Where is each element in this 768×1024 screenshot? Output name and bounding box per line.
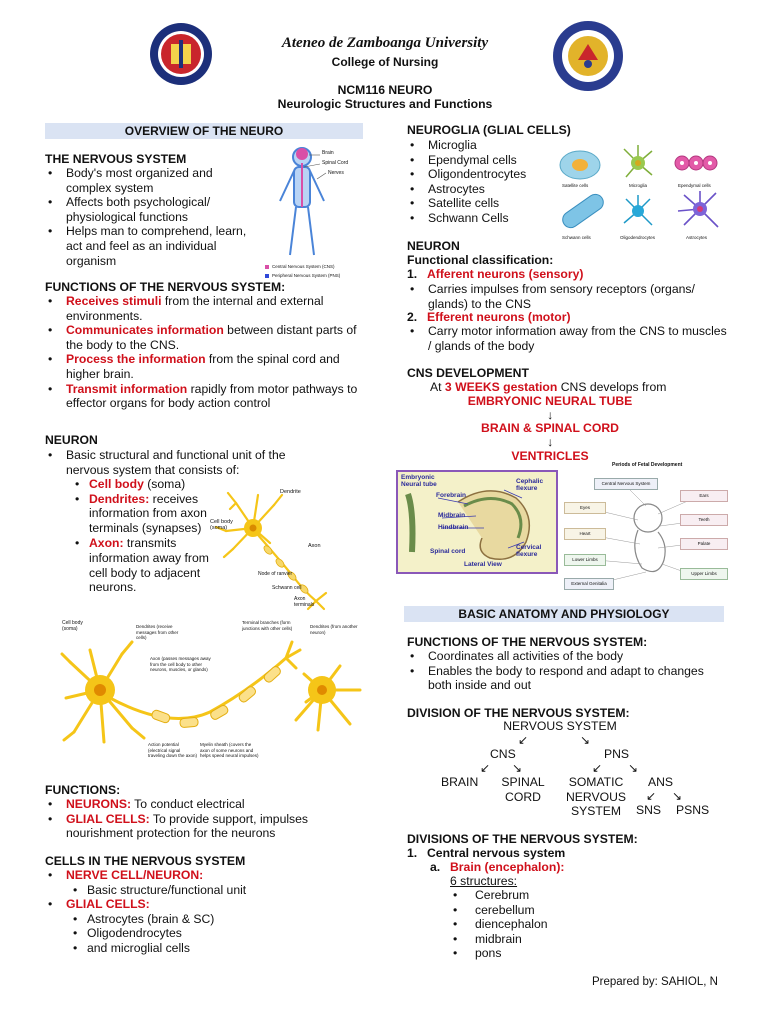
label-cell-body: Cell body (soma) — [62, 620, 83, 632]
label-hindbrain: Hindbrain — [438, 524, 469, 531]
label-terminal-branches: Terminal branches (form junctions with other cells) — [242, 620, 293, 631]
tree-pns-arrow-right: ↘ — [628, 761, 639, 775]
label-cervical-flexure: Cervical flexure — [516, 544, 542, 558]
list-item: • Transmit information rapidly from motor pathways to effector organs for body action control — [45, 382, 365, 411]
flow-arrow-2: ↓ — [546, 435, 554, 449]
divisions-title: DIVISIONS OF THE NERVOUS SYSTEM: — [407, 832, 638, 846]
functions2-list — [45, 797, 365, 841]
list-item: • Affects both psychological/ physiological functions — [45, 195, 260, 224]
list-item: • Satellite cells — [407, 196, 547, 211]
neuron-parts-list — [72, 477, 217, 595]
fetal-label-teeth: Teeth — [680, 514, 728, 526]
functions2-title: FUNCTIONS: — [45, 783, 121, 797]
structures-list — [450, 888, 650, 961]
cns-development-title: CNS DEVELOPMENT — [407, 366, 529, 380]
list-item: • diencephalon — [450, 917, 650, 932]
label-myelin-sheath: Myelin sheath (covers the axon of some neurons and helps speed neural impulses) — [200, 742, 259, 758]
label-forebrain: Forebrain — [436, 492, 466, 499]
university-seal-right — [552, 20, 624, 92]
list-item: • Basic structure/functional unit — [70, 883, 365, 898]
tree-psns: PSNS — [676, 803, 710, 817]
tree-somatic: SOMATIC NERVOUS SYSTEM — [565, 775, 627, 819]
fetal-label-ears: Ears — [680, 490, 728, 502]
list-item: • Dendrites: receives information from axon terminals (synapses) — [72, 492, 217, 536]
list-item: • Axon: transmits information away from cell body to adjacent neurons. — [72, 536, 217, 594]
list-item: • Astrocytes — [407, 182, 547, 197]
list-item: • Cell body (soma) — [72, 477, 217, 492]
glial-cells-figure — [552, 135, 724, 245]
seal-left-icon — [149, 22, 213, 86]
right-functions-title: FUNCTIONS OF THE NERVOUS SYSTEM: — [407, 635, 648, 649]
neuron-intro-list — [45, 448, 330, 477]
functions-title: FUNCTIONS OF THE NERVOUS SYSTEM: — [45, 280, 286, 294]
neuroglia-list — [407, 138, 547, 226]
flow-ventricles: VENTRICLES — [511, 449, 589, 463]
list-item: • midbrain — [450, 932, 650, 947]
label-lateral-view: Lateral View — [464, 561, 502, 568]
tree-pns: PNS — [604, 747, 630, 761]
label-action-potential: Action potential (electrical signal traveling down the axon) — [148, 742, 198, 758]
division-title: DIVISION OF THE NERVOUS SYSTEM: — [407, 706, 630, 720]
cells-list — [45, 868, 365, 956]
list-item: • Receives stimuli from the internal and external environments. — [45, 294, 365, 323]
flow-brain-spinal: BRAIN & SPINAL CORD — [481, 421, 619, 435]
cells-title: CELLS IN THE NERVOUS SYSTEM — [45, 854, 246, 868]
college-name: College of Nursing — [331, 55, 439, 69]
neuron-right-title: NEURON — [407, 239, 460, 253]
label-embryonic-neural-tube: Embryonic Neural tube — [401, 474, 437, 488]
overview-bar: OVERVIEW OF THE NEURO — [45, 123, 363, 139]
tree-brain: BRAIN — [441, 775, 479, 789]
label-brain: Brain — [322, 150, 334, 156]
list-item: • Process the information from the spinal cord and higher brain. — [45, 352, 365, 381]
list-item: • Carries impulses from sensory receptors (organs/ glands) to the CNS — [407, 282, 727, 311]
embryo-neural-tube-figure — [396, 470, 558, 574]
brain-heading: a. Brain (encephalon): — [430, 860, 565, 874]
label-ependymal-cells: Ependymal cells — [678, 183, 711, 188]
tree-cns-arrow-right: ↘ — [512, 761, 523, 775]
afferent-heading: 1. Afferent neurons (sensory) — [407, 267, 584, 281]
tree-arrow-right: ↘ — [580, 733, 591, 747]
university-seal-left — [149, 22, 213, 86]
label-oligodendrocytes: Oligodendrocytes — [620, 235, 656, 240]
list-item: • GLIAL CELLS: To provide support, impulses nourishment protection for the neurons — [45, 812, 365, 841]
document-subtitle: Neurologic Structures and Functions — [277, 97, 493, 111]
fetal-label-upper-limbs: Upper Limbs — [680, 568, 728, 580]
neuron-figure-small — [208, 483, 368, 613]
nervous-system-title: THE NERVOUS SYSTEM — [45, 152, 187, 166]
list-item: • GLIAL CELLS: • Astrocytes (brain & SC) • Oligodendrocytes • and microglial cells — [45, 897, 365, 955]
university-name: Ateneo de Zamboanga University — [281, 35, 489, 51]
nervous-system-body-figure — [262, 143, 367, 285]
list-item: • cerebellum — [450, 903, 650, 918]
flow-arrow-1: ↓ — [546, 408, 554, 422]
fetal-label-eyes: Eyes — [564, 502, 606, 514]
label-dendrite: Dendrite — [280, 489, 301, 495]
flow-neural-tube: EMBRYONIC NEURAL TUBE — [467, 394, 633, 408]
label-cephalic-flexure: Cephalic flexure — [516, 478, 544, 492]
list-item: • and microglial cells — [70, 941, 365, 956]
fetal-label-external-genitalia: External Genitalia — [564, 578, 614, 590]
efferent-list — [407, 324, 727, 353]
tree-ans: ANS — [648, 775, 674, 789]
prepared-by: Prepared by: SAHIOL, N — [592, 976, 718, 988]
list-item: • Enables the body to respond and adapt to changes both inside and out — [407, 664, 727, 693]
tree-ans-arrow-right: ↘ — [672, 789, 683, 803]
neuron-illustration — [208, 483, 368, 613]
list-item: • Microglia — [407, 138, 547, 153]
neuroglia-title: NEUROGLIA (GLIAL CELLS) — [407, 123, 571, 137]
list-item: • Coordinates all activities of the body — [407, 649, 727, 664]
label-dendrites-other: Dendrites (from another neuron) — [310, 624, 358, 635]
legend-pns: Peripheral Nervous System (PNS) — [272, 273, 341, 278]
list-item: • Cerebrum — [450, 888, 650, 903]
legend-cns: Central Nervous System (CNS) — [272, 264, 335, 269]
label-schwann-cells: Schwann cells — [562, 235, 591, 240]
fetal-label-lower-limbs: Lower Limbs — [564, 554, 606, 566]
label-dendrites: Dendrites (receive messages from other cells) — [136, 624, 179, 640]
course-code: NCM116 NEURO — [337, 83, 433, 97]
basic-anatomy-bar: BASIC ANATOMY AND PHYSIOLOGY — [404, 606, 724, 622]
label-axon-terminals: Axon terminals — [294, 596, 315, 608]
list-item: • Oligodendrocytes — [70, 926, 365, 941]
label-schwann-cell: Schwann cell — [272, 585, 302, 591]
label-microglia: Microglia — [629, 183, 648, 188]
label-midbrain: Midbrain — [438, 512, 466, 519]
list-item: • Helps man to comprehend, learn, act and feel as an individual organism — [45, 224, 260, 268]
label-spinal-cord: Spinal cord — [430, 548, 466, 555]
label-node-of-ranvier: Node of ranvier — [258, 571, 293, 577]
tree-pns-arrow-left: ↙ — [592, 761, 603, 775]
label-nerves: Nerves — [328, 170, 344, 176]
list-item: • NEURONS: To conduct electrical — [45, 797, 365, 812]
glial-cells-illustration — [552, 135, 724, 245]
tree-spinal-cord: SPINAL CORD — [501, 775, 545, 804]
tree-sns: SNS — [636, 803, 662, 817]
label-axon: Axon (passes messages away from the cell body to other neurons, muscles, or glands) — [150, 656, 211, 672]
list-item: • NERVE CELL/NEURON: • Basic structure/functional unit — [45, 868, 365, 897]
tree-arrow-left: ↙ — [518, 733, 529, 747]
list-item: • pons — [450, 946, 650, 961]
list-item: • Astrocytes (brain & SC) — [70, 912, 365, 927]
fetal-label-cns: Central Nervous System — [594, 478, 658, 490]
label-astrocytes: Astrocytes — [686, 235, 708, 240]
list-item: • Communicates information between distant parts of the body to the CNS. — [45, 323, 365, 352]
tree-root: NERVOUS SYSTEM — [503, 719, 617, 733]
tree-cns-arrow-left: ↙ — [480, 761, 491, 775]
cns-development-text: At 3 WEEKS gestation CNS develops from — [430, 380, 667, 394]
nervous-system-list — [45, 166, 260, 268]
fetal-development-figure — [560, 460, 735, 600]
structures-label: 6 structures: — [450, 874, 518, 888]
list-item: • Basic structural and functional unit of the nervous system that consists of: — [45, 448, 330, 477]
fetal-label-heart: Heart — [564, 528, 606, 540]
afferent-list — [407, 282, 727, 311]
label-axon: Axon — [308, 543, 321, 549]
neuron-figure-large — [60, 620, 370, 782]
efferent-heading: 2. Efferent neurons (motor) — [407, 310, 571, 324]
label-spinal-cord: Spinal Cord — [322, 160, 349, 166]
list-item: • Carry motor information away from the CNS to muscles / glands of the body — [407, 324, 727, 353]
list-item: • Oligondentrocytes — [407, 167, 547, 182]
central-nervous-system-heading: 1. Central nervous system — [407, 846, 566, 860]
tree-cns: CNS — [490, 747, 516, 761]
fetal-label-palate: Palate — [680, 538, 728, 550]
functions-list — [45, 294, 365, 411]
fetal-title: Periods of Fetal Development — [612, 462, 683, 468]
list-item: • Body's most organized and complex system — [45, 166, 260, 195]
label-satellite-cells: Satellite cells — [562, 183, 589, 188]
label-cell-body: Cell body (soma) — [210, 519, 233, 531]
list-item: • Schwann Cells — [407, 211, 547, 226]
tree-ans-arrow-left: ↙ — [646, 789, 657, 803]
neuron-title: NEURON — [45, 433, 98, 447]
list-item: • Ependymal cells — [407, 153, 547, 168]
right-functions-list — [407, 649, 727, 693]
seal-right-icon — [552, 20, 624, 92]
functional-classification: Functional classification: — [407, 253, 554, 267]
